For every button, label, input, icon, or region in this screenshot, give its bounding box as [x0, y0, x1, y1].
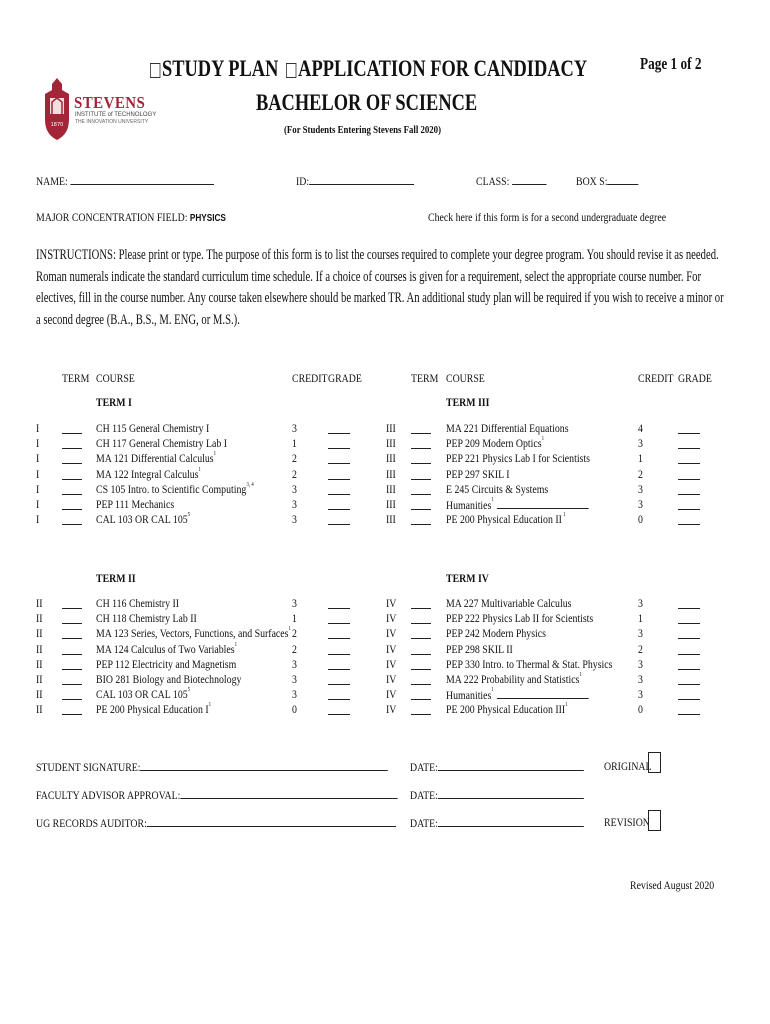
auditor-label: UG RECORDS AUDITOR:: [36, 816, 147, 830]
term-title: TERM III: [446, 395, 490, 409]
revised-date: Revised August 2020: [630, 878, 715, 892]
logo-year: 1870: [50, 122, 64, 128]
course-credit: 3: [292, 687, 297, 702]
course-term: I: [36, 466, 40, 481]
course-name: PE 200 Physical Education II $^1$: [446, 512, 566, 527]
completion-blank[interactable]: [62, 689, 82, 700]
course-name: CH 116 Chemistry II: [96, 596, 179, 610]
date-input[interactable]: [438, 815, 584, 827]
course-credit: 3: [638, 481, 643, 496]
completion-blank[interactable]: [411, 423, 431, 434]
course-credit: 1: [292, 436, 297, 451]
completion-blank[interactable]: [62, 453, 82, 464]
major-field: [36, 210, 226, 225]
grade-input[interactable]: [678, 484, 700, 495]
course-credit: 3: [292, 481, 297, 496]
course-credit: 3: [638, 687, 643, 702]
completion-blank[interactable]: [62, 598, 82, 609]
grade-input[interactable]: [328, 453, 350, 464]
completion-blank[interactable]: [62, 704, 82, 715]
completion-blank[interactable]: [411, 499, 431, 510]
header-course-left: COURSE: [96, 371, 135, 385]
date-input[interactable]: [438, 787, 584, 799]
grade-input[interactable]: [678, 613, 700, 624]
study-plan-label: STUDY PLAN: [162, 56, 279, 81]
completion-blank[interactable]: [411, 689, 431, 700]
course-term: IV: [386, 611, 397, 626]
completion-blank[interactable]: [62, 423, 82, 434]
grade-input[interactable]: [678, 438, 700, 449]
revision-label: REVISION: [604, 815, 650, 829]
course-term: II: [36, 687, 43, 702]
course-name: PEP 330 Intro. to Thermal & Stat. Physics: [446, 656, 613, 671]
course-term: I: [36, 436, 40, 451]
course-term: IV: [386, 687, 397, 702]
course-name: CH 117 General Chemistry Lab I: [96, 436, 228, 451]
completion-blank[interactable]: [411, 628, 431, 639]
degree-title: BACHELOR OF SCIENCE: [256, 90, 478, 115]
instructions-line: Roman numerals indicate the standard curriculum time schedule. If a choice of courses is given for a requirement, select the appropriate course number. For: [36, 268, 702, 285]
course-term: IV: [386, 641, 397, 656]
grade-input[interactable]: [328, 484, 350, 495]
advisor-date-field[interactable]: [410, 787, 584, 803]
class-label: CLASS:: [476, 174, 510, 188]
second-degree-note[interactable]: Check here if this form is for a second undergraduate degree: [428, 210, 667, 224]
instructions-line: a second degree (B.A., B.S., M. ENG, or M.S.).: [36, 311, 240, 328]
student-signature-input[interactable]: [141, 759, 389, 771]
completion-blank[interactable]: [411, 469, 431, 480]
course-term: II: [36, 641, 43, 656]
completion-blank[interactable]: [62, 659, 82, 670]
name-label: NAME:: [36, 174, 68, 188]
name-field[interactable]: [36, 173, 214, 189]
id-input[interactable]: [309, 173, 414, 185]
course-credit: 3: [292, 512, 297, 527]
course-term: IV: [386, 626, 397, 641]
grade-input[interactable]: [678, 628, 700, 639]
header-term-right: TERM: [411, 371, 439, 385]
course-name: E 245 Circuits & Systems: [446, 481, 549, 496]
grade-input[interactable]: [678, 659, 700, 670]
course-term: III: [386, 481, 396, 496]
course-name: MA 227 Multivariable Calculus: [446, 596, 572, 610]
grade-input[interactable]: [678, 469, 700, 480]
course-name: CH 118 Chemistry Lab II: [96, 611, 197, 626]
completion-blank[interactable]: [411, 644, 431, 655]
completion-blank[interactable]: [411, 613, 431, 624]
course-name: PEP 297 SKIL I: [446, 466, 510, 481]
course-name: PEP 222 Physics Lab II for Scientists: [446, 611, 594, 626]
course-term: III: [386, 436, 396, 451]
course-term: I: [36, 512, 40, 527]
course-name: PEP 298 SKIL II: [446, 641, 513, 656]
grade-input[interactable]: [328, 499, 350, 510]
course-term: II: [36, 611, 43, 626]
course-credit: 2: [292, 466, 297, 481]
date-label: DATE:: [410, 816, 438, 830]
class-field[interactable]: [476, 173, 546, 189]
course-term: I: [36, 421, 40, 435]
course-credit: 0: [638, 512, 643, 527]
grade-input[interactable]: [678, 514, 700, 525]
instructions-line: INSTRUCTIONS: Please print or type. The purpose of this form is to list the courses required to complete your degree program. You should revise it as needed.: [36, 247, 719, 263]
instructions-line: electives, fill in the course number. Any course taken elsewhere should be marked TR. An additional study plan will be required if you wish to receive a minor or: [36, 290, 724, 306]
course-credit: 3: [292, 421, 297, 435]
completion-blank[interactable]: [62, 499, 82, 510]
header-term-left: TERM: [62, 371, 90, 385]
revision-checkbox[interactable]: [648, 810, 661, 831]
course-credit: 3: [638, 436, 643, 451]
student-signature-field[interactable]: [36, 759, 388, 775]
course-credit: 2: [292, 626, 297, 641]
box-input[interactable]: [607, 173, 638, 185]
course-credit: 0: [292, 702, 297, 717]
shield-icon: [42, 76, 72, 142]
original-checkbox[interactable]: [648, 752, 661, 773]
id-field[interactable]: [296, 173, 414, 189]
course-credit: 3: [292, 497, 297, 511]
original-label: ORIGINAL: [604, 759, 652, 773]
logo-tagline-1: INSTITUTE of TECHNOLOGY: [75, 112, 157, 118]
grade-input[interactable]: [678, 499, 700, 510]
course-name: CAL 103 OR CAL $105^5$: [96, 512, 191, 527]
course-term: I: [36, 497, 40, 511]
course-term: IV: [386, 656, 397, 671]
course-credit: 3: [638, 596, 643, 610]
course-term: II: [36, 596, 43, 610]
instructions: [36, 245, 724, 331]
box-label: BOX S:: [576, 174, 608, 188]
completion-blank[interactable]: [62, 628, 82, 639]
completion-blank[interactable]: [411, 514, 431, 525]
major-label: MAJOR CONCENTRATION FIELD:: [36, 210, 188, 224]
auditor-date-field[interactable]: [410, 815, 584, 831]
completion-blank[interactable]: [62, 514, 82, 525]
term-title: TERM IV: [446, 571, 489, 585]
date-label: DATE:: [410, 788, 438, 802]
grade-input[interactable]: [678, 704, 700, 715]
completion-blank[interactable]: [62, 644, 82, 655]
course-term: III: [386, 421, 396, 435]
page-number: Page 1 of 2: [640, 54, 702, 73]
completion-blank[interactable]: [62, 613, 82, 624]
course-name: PEP 242 Modern Physics: [446, 626, 546, 641]
grade-input[interactable]: [678, 689, 700, 700]
grade-input[interactable]: [328, 674, 350, 685]
candidacy-label: APPLICATION FOR CANDIDACY: [298, 56, 588, 81]
name-input[interactable]: [70, 173, 214, 185]
course-term: IV: [386, 702, 397, 717]
course-name: MA 222 Probability and Statistics$^1$: [446, 672, 582, 686]
student-date-field[interactable]: [410, 759, 584, 775]
course-credit: 2: [638, 466, 643, 481]
grade-input[interactable]: [678, 423, 700, 434]
course-term: II: [36, 672, 43, 686]
date-input[interactable]: [438, 759, 584, 771]
auditor-field[interactable]: [36, 815, 396, 831]
course-name: Humanities$^1$: [446, 687, 589, 703]
course-term: II: [36, 656, 43, 671]
student-signature-label: STUDENT SIGNATURE:: [36, 760, 141, 774]
course-term: III: [386, 451, 396, 466]
grade-input[interactable]: [678, 598, 700, 609]
completion-blank[interactable]: [62, 469, 82, 480]
course-credit: 3: [292, 656, 297, 671]
class-input[interactable]: [512, 173, 546, 185]
course-term: III: [386, 497, 396, 511]
grade-input[interactable]: [328, 689, 350, 700]
course-name: PE 200 Physical Education III$^1$: [446, 702, 568, 717]
completion-blank[interactable]: [411, 484, 431, 495]
course-name: PEP 112 Electricity and Magnetism: [96, 656, 237, 671]
grade-input[interactable]: [328, 598, 350, 609]
grade-input[interactable]: [328, 644, 350, 655]
course-name: MA 124 Calculus of Two Variables$^1$: [96, 641, 238, 656]
course-name: CH 115 General Chemistry I: [96, 421, 210, 435]
course-name: MA 221 Differential Equations: [446, 421, 569, 435]
course-credit: 1: [638, 611, 643, 626]
auditor-input[interactable]: [147, 815, 396, 827]
course-credit: 4: [638, 421, 643, 435]
course-credit: 1: [292, 611, 297, 626]
course-credit: 3: [638, 497, 643, 511]
advisor-approval-label: FACULTY ADVISOR APPROVAL:: [36, 788, 181, 802]
grade-input[interactable]: [328, 613, 350, 624]
elective-input[interactable]: [497, 497, 589, 509]
completion-blank[interactable]: [411, 453, 431, 464]
course-credit: 0: [638, 702, 643, 717]
date-label: DATE:: [410, 760, 438, 774]
grade-input[interactable]: [328, 628, 350, 639]
course-name: MA 123 Series, Vectors, Functions, and Surfaces$^1$: [96, 626, 291, 641]
subtitle: (For Students Entering Stevens Fall 2020): [284, 124, 442, 136]
grade-input[interactable]: [328, 659, 350, 670]
course-term: II: [36, 626, 43, 641]
course-term: II: [36, 702, 43, 717]
logo-tagline-2: THE INNOVATION UNIVERSITY: [75, 119, 149, 125]
course-credit: 3: [638, 626, 643, 641]
completion-blank[interactable]: [62, 674, 82, 685]
id-label: ID:: [296, 174, 310, 188]
course-term: I: [36, 451, 40, 466]
course-credit: 3: [292, 596, 297, 610]
completion-blank[interactable]: [411, 659, 431, 670]
completion-blank[interactable]: [62, 438, 82, 449]
course-name: PEP 209 Modern Optics$^1$: [446, 436, 545, 451]
course-name: MA 122 Integral Calculus$^1$: [96, 466, 201, 481]
course-credit: 1: [638, 451, 643, 466]
term-title: TERM II: [96, 571, 136, 585]
course-name: PE 200 Physical Education $I^1$: [96, 702, 212, 717]
logo-name: STEVENS: [74, 93, 146, 112]
study-plan-checkbox[interactable]: [150, 63, 160, 78]
header-course-right: COURSE: [446, 371, 485, 385]
grade-input[interactable]: [678, 674, 700, 685]
course-term: III: [386, 466, 396, 481]
grade-input[interactable]: [328, 704, 350, 715]
course-name: CS 105 Intro. to Scientific Computing$^{3, 4}$: [96, 481, 254, 496]
candidacy-checkbox[interactable]: [286, 63, 296, 78]
stevens-logo: [40, 76, 157, 146]
course-credit: 2: [292, 451, 297, 466]
course-credit: 3: [638, 656, 643, 671]
course-term: IV: [386, 596, 397, 610]
completion-blank[interactable]: [411, 598, 431, 609]
course-term: IV: [386, 672, 397, 686]
grade-input[interactable]: [328, 469, 350, 480]
completion-blank[interactable]: [411, 704, 431, 715]
header-grade-right: GRADE: [678, 371, 712, 385]
major-value: PHYSICS: [189, 213, 226, 224]
advisor-approval-field[interactable]: [36, 787, 398, 803]
course-name: CAL 103 OR CAL $105^5$: [96, 687, 191, 702]
completion-blank[interactable]: [411, 438, 431, 449]
grade-input[interactable]: [328, 438, 350, 449]
course-term: I: [36, 481, 40, 496]
grade-input[interactable]: [328, 514, 350, 525]
course-credit: 3: [638, 672, 643, 686]
completion-blank[interactable]: [411, 674, 431, 685]
course-credit: 2: [638, 641, 643, 656]
grade-input[interactable]: [328, 423, 350, 434]
header-credit-right: CREDIT: [638, 371, 674, 385]
form-title-line: [150, 56, 587, 82]
course-name: MA 121 Differential Calculus$^1$: [96, 451, 217, 466]
course-name: PEP 111 Mechanics: [96, 497, 175, 511]
grade-input[interactable]: [678, 453, 700, 464]
course-name: PEP 221 Physics Lab I for Scientists: [446, 451, 590, 466]
header-grade-left: GRADE: [328, 371, 362, 385]
course-name: BIO 281 Biology and Biotechnology: [96, 672, 242, 686]
course-term: III: [386, 512, 396, 527]
advisor-approval-input[interactable]: [180, 787, 397, 799]
header-credit-left: CREDIT: [292, 371, 328, 385]
course-name: Humanities$^1$: [446, 497, 589, 513]
term-title: TERM I: [96, 395, 132, 409]
course-credit: 2: [292, 641, 297, 656]
completion-blank[interactable]: [62, 484, 82, 495]
box-field[interactable]: [576, 173, 639, 189]
elective-input[interactable]: [497, 687, 589, 699]
grade-input[interactable]: [678, 644, 700, 655]
course-credit: 3: [292, 672, 297, 686]
